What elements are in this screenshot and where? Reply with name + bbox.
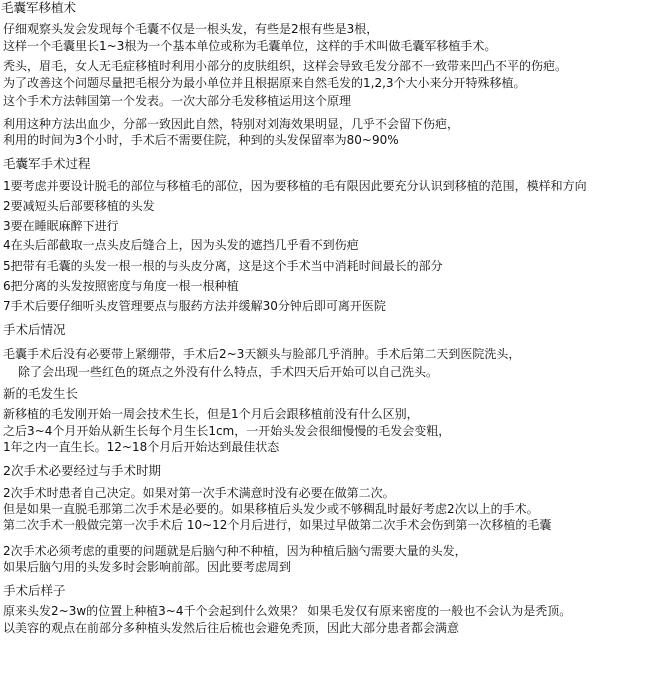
second-surgery-line-5: 如果后脑勺用的头发多时会影响前部。因此要考虑周到: [3, 560, 292, 574]
post-surgery-line-1: 毛囊手术后没有必要带上紧绷带，手术后2~3天额头与脸部几乎消肿。手术后第二天到医院洗头，: [3, 347, 521, 361]
appearance-line-1: 原来头发2~3w的位置上种植3~4千个会起到什么效果？ 如果毛发仅有原来密度的一般也不会认为是秃顶。: [3, 604, 572, 618]
section-1-line-6: 利用这种方法出血少，分部一致因此自然，特别对刘海效果明显，几乎不会留下伤疤，: [3, 117, 460, 131]
process-step-4: 4在头后部截取一点头皮后缝合上，因为头发的遮挡几乎看不到伤疤: [3, 238, 359, 252]
section-1-line-1: 仔细观察头发会发现每个毛囊不仅是一根头发，有些是2根有些是3根，: [3, 22, 379, 36]
section-title-hair-follicle-transplant: 毛囊军移植术: [1, 0, 77, 15]
process-step-5: 5把带有毛囊的头发一根一根的与头皮分离，这是这个手术当中消耗时间最长的部分: [3, 259, 443, 273]
section-1-line-2: 这样一个毛囊里长1~3根为一个基本单位或称为毛囊单位，这样的手术叫做毛囊军移植手术。: [3, 39, 497, 53]
process-step-6: 6把分离的头发按照密度与角度一根一根种植: [3, 279, 239, 293]
growth-line-2: 之后3~4个月开始从新生长每个月生长1cm，一开始头发会很细慢慢的毛发会变粗，: [3, 424, 451, 438]
section-1-line-5: 这个手术方法韩国第一个发表。一次大部分毛发移植运用这个原理: [3, 94, 352, 108]
second-surgery-line-2: 但是如果一直脱毛那第二次手术是必要的。如果移植后头发少或不够稠乱时最好考虑2次以上的手术。: [3, 502, 539, 516]
section-1-line-4: 为了改善这个问题尽量把毛根分为最小单位并且根据原来自然毛发的1,2,3个大小来分开特殊移植。: [3, 76, 526, 90]
section-title-surgery-process: 毛囊军手术过程: [3, 156, 91, 171]
process-step-2: 2要减短头后部要移植的头发: [3, 199, 155, 213]
post-surgery-line-2: 除了会出现一些红色的斑点之外没有什么特点，手术四天后开始可以自己洗头。: [18, 365, 439, 379]
process-step-3: 3要在睡眠麻醉下进行: [3, 219, 119, 233]
section-title-post-surgery: 手术后情况: [3, 322, 66, 337]
second-surgery-line-1: 2次手术时患者自己决定。如果对第一次手术满意时没有必要在做第二次。: [3, 486, 395, 500]
appearance-line-2: 以美容的观点在前部分多种植头发然后往后梳也会避免秃顶，因此大部分患者都会满意: [3, 621, 460, 635]
section-title-second-surgery: 2次手术必要经过与手术时期: [3, 463, 161, 478]
growth-line-1: 新移植的毛发刚开始一周会技术生长，但是1个月后会跟移植前没有什么区别，: [3, 407, 419, 421]
second-surgery-line-4: 2次手术必须考虑的重要的问题就是后脑勺种不种植，因为种植后脑勺需要大量的头发，: [3, 544, 467, 558]
process-step-7: 7手术后要仔细听头皮管理要点与服药方法并缓解30分钟后即可离开医院: [3, 299, 386, 313]
growth-line-3: 1年之内一直生长。12~18个月后开始达到最佳状态: [3, 440, 280, 454]
section-title-after-surgery-appearance: 手术后样子: [3, 583, 66, 598]
section-1-line-7: 利用的时间为3个小时，手术后不需要住院，种到的头发保留率为80~90%: [3, 133, 399, 147]
process-step-1: 1要考虑并要设计脱毛的部位与移植毛的部位，因为要移植的毛有限因此要充分认识到移植的范围，模样和方向: [3, 179, 587, 193]
section-title-new-hair-growth: 新的毛发生长: [3, 386, 79, 401]
second-surgery-line-3: 第二次手术一般做完第一次手术后 10~12个月后进行，如果过早做第二次手术会伤到第一次移植的毛囊: [3, 518, 552, 532]
section-1-line-3: 秃头，眉毛，女人无毛症移植时利用小部分的皮肤组织，这样会导致毛发分部不一致带来凹凸不平的伤疤。: [3, 59, 568, 73]
